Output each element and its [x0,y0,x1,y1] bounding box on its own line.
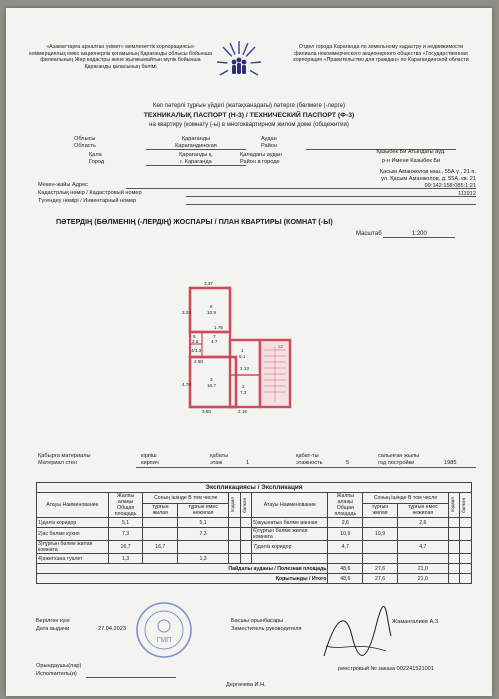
table-row [37,518,472,528]
room-1-area: 5.1 [239,354,246,359]
scale-value: 1:200 [383,231,455,238]
useful-area-nonliving: 21,0 [397,564,448,574]
row-living [143,518,178,528]
stair-label: 22 [278,344,284,349]
cadastral-label: Кадастрлық нөмір / Кадастровый номер [38,190,142,196]
col-living-header: тұрғын жилая [143,503,178,517]
walls-value-ru: кирпич [141,460,159,466]
room-3-area: 16.7 [207,383,216,388]
official-stamp-icon [134,600,194,660]
header-org-ru: Отдел города Караганда по земельному кадастру и недвижимости филиала некоммерческого акционерного общества «Государственная корпорация «Правительство для граждан» по Карагандинской области [293,44,469,64]
row-nonliving [397,554,448,564]
col-basement-header: подвал [230,497,236,513]
room-2-area: 7.3 [240,390,247,395]
floor-label-kz: қабаты [210,453,229,459]
field-city-value-kz: Қарағанды қ. [179,152,213,158]
room-7-area: 4.7 [211,339,218,344]
dim-476: 4.76 [182,382,191,387]
row-nonliving: 1,3 [178,554,229,564]
underline [86,677,176,678]
rooms-1-2-walls [230,340,260,407]
row-name: 1)дәліз коридор [37,518,109,528]
floors-label-ru: этажность [296,460,323,466]
col-balcony-header: балкон [241,497,247,513]
title-line-3: на квартиру (комнату (-ы) в многоквартирном жилом доме (общежитии) [149,122,349,128]
room-6-area: 10.9 [207,310,216,315]
dim-bottom-mid: 2.16 [238,409,247,414]
col-name-header: Атауы Наименование [37,493,109,518]
col-total-header-right: Жалпы алаңы Общая площадь [328,493,363,518]
col-living-header-right: тұрғын жилая [363,503,398,517]
field-district-value-ru: р-н Имени Казыбек Би [381,158,441,164]
row-living [363,541,398,554]
row-name: 7)дәліз коридор [252,541,328,554]
row-name [252,554,328,564]
row-nonliving [397,528,448,541]
chief-label-ru: Заместитель руководителя [231,626,302,632]
field-district-value-kz: Қазыбек Би Атындағы ауд. [376,149,446,155]
inventory-label: Түгендеу нөмірі / Инвентарный номер [38,198,137,204]
dim-bottom-left: 3.50 [202,409,211,414]
room-2-number: 2 [242,384,245,389]
field-city-district-ru: Район в городе [240,159,280,165]
floors-value: 5 [346,460,350,466]
col-including-header-right: Соның ішінде В том числе [363,493,449,504]
underline [186,204,476,205]
inventory-value: 111912 [458,191,476,197]
executor-label-ru: Исполнитель(и) [36,671,77,677]
field-city-district-kz: Қаладағы аудан [240,152,282,158]
total-total: 48,6 [328,574,363,584]
title-line-2: ТЕХНИКАЛЫҚ ПАСПОРТ (Н-3) / ТЕХНИЧЕСКИЙ ПАСПОРТ (Ф-3) [143,112,355,119]
chief-label-kz: Басшы орынбасары [231,618,284,624]
chief-name: Жамангалиев А.З. [392,619,440,625]
useful-area-label: Пайдалы ауданы / Полезная площадь [37,564,328,574]
col-balcony-header-right: балкон [461,497,467,513]
row-nonliving: 7,3 [178,528,229,541]
executor-label-kz: Орындаушы(лар) [36,663,82,669]
year-label-kz: салынған жылы [378,453,420,459]
room-5-number: 5 [193,334,196,339]
row-nonliving: 4,7 [397,541,448,554]
useful-area-row [37,564,472,574]
address-label: Мекен-жайы Адрес [38,182,88,188]
floor-value: 1 [246,460,250,466]
title-line-1: Көп пәтерлі тұрғын үйдегі (жатақханадағы) пәтерге (бөлмеге (-лерге) [152,103,346,109]
table-row [37,554,472,564]
field-gorod-ru: Город [89,159,105,165]
room-6-number: 6 [210,304,213,309]
row-living [143,554,178,564]
dim-213: 2.13 [240,366,249,371]
row-name: 5)жуынатын бөлме ванная [252,518,328,528]
row-living: 16,7 [143,541,178,554]
floor-plan [180,280,300,415]
room-5-area: 2.6 [192,339,199,344]
floors-label-kz: қабат-ты [296,453,319,459]
address-value-kz: Қасым Аманжолов көш., 55А ү., 21 п. [379,169,476,175]
corporation-logo-icon [214,38,264,90]
dim-top: 3.37 [204,281,213,286]
explication-table [36,482,472,584]
walls-label-ru: Материал стен [38,460,77,466]
field-audan-ru: Район [261,143,277,149]
row-name: 4)әжетхана туалет [37,554,109,564]
row-name: 3)тұрғын бөлме жилая комната [37,541,109,554]
dim-left-top: 3.22 [182,310,191,315]
field-oblys-value-kz: Қарағанды [181,136,211,142]
underline [136,467,476,468]
row-living [363,554,398,564]
passport-sheet [6,8,492,696]
issue-date-label-kz: Берілген күні [36,618,70,624]
col-name-header-right: Атауы Наименование [252,493,328,518]
row-name: 2)ас бөлме кухня [37,528,109,541]
plan-title: ПӘТЕРДІҢ (БӨЛМЕНІҢ (-ЛЕРДІҢ) ЖОСПАРЫ / ПЛАН КВАРТИРЫ (КОМНАТ (-Ы) [56,217,333,226]
stamp-text: ГМП [156,637,172,644]
room-7-number: 7 [213,334,216,339]
table-row [37,541,472,554]
row-name: 6)тұрғын бөлме жилая комната [252,528,328,541]
row-nonliving: 5,1 [178,518,229,528]
walls-label-kz: Қабырға материалы [38,453,91,459]
year-value: 1985 [444,460,457,466]
row-total: 5,1 [108,518,143,528]
col-nonliving-header: тұрғын емес нежилая [178,503,229,517]
issue-date-value: 27.04.2023 [98,626,126,632]
executor-name: Дергачева И.Н. [226,682,266,688]
col-total-header: Жалпы алаңы Общая площадь [108,493,143,518]
field-kala-kz: Қала [89,152,102,158]
useful-area-total: 48,6 [328,564,363,574]
col-basement-header-right: подвал [449,497,455,513]
row-total [328,554,363,564]
row-total: 2,6 [328,518,363,528]
total-living: 27,6 [363,574,398,584]
cadastral-value: 09:142:158:085:1:21 [424,183,476,189]
floor-label-ru: этаж [210,460,223,466]
useful-area-living: 27,6 [363,564,398,574]
room-3-number: 3 [210,377,213,382]
row-total: 1,3 [108,554,143,564]
field-oblys-value-ru: Карагандинская [175,143,217,149]
total-label: Қорытынды / Итого [37,574,328,584]
row-nonliving: 2,6 [397,518,448,528]
table-row [37,528,472,541]
total-row [37,574,472,584]
address-value-ru: ул. Қасым Аманжолов, д. 55А, кв. 21 [381,176,476,182]
col-including-header: Соның ішінде В том числе [143,493,229,504]
underline [146,165,246,166]
walls-value-kz: кірпіш [141,453,157,459]
room-1-number: 1 [241,348,244,353]
row-nonliving [178,541,229,554]
field-audan-kz: Аудан [261,136,277,142]
row-living: 10,9 [363,528,398,541]
scale-label: Масштаб [356,231,382,237]
col-nonliving-header-right: тұрғын емес нежилая [397,503,448,517]
underline [146,149,246,150]
field-city-value-ru: г. Караганда [180,159,212,165]
row-total: 7,3 [108,528,143,541]
explication-title: Экспликациясы / Экспликация [37,483,472,493]
issue-date-label-ru: Дата выдачи [36,626,70,632]
registry-number: реестровый № заказа 002241521001 [338,666,434,672]
header-org-kz: «Азаматтарға арналған үкімет» мемлекеттік корпорациясы» коммерциялық емес акционерлік қоғамының Қарағанды облысы бойынша филиалының Жер кадастры және жылжымайтын мүлік бойынша Қарағанды қаласының бөлімі [29,44,212,71]
plan-scale [356,231,455,238]
row-living [143,528,178,541]
field-oblys-ru: Область [74,143,96,149]
field-oblys-kz: Облысы [74,136,96,142]
room-4-label: 4/1.3 [191,348,202,353]
total-nonliving: 21,0 [397,574,448,584]
dim-250: 2.50 [194,359,203,364]
row-total: 4,7 [328,541,363,554]
dim-176: 1.76 [214,325,223,330]
year-label-ru: год постройки [378,460,415,466]
row-living [363,518,398,528]
row-total: 10,9 [328,528,363,541]
row-total: 16,7 [108,541,143,554]
